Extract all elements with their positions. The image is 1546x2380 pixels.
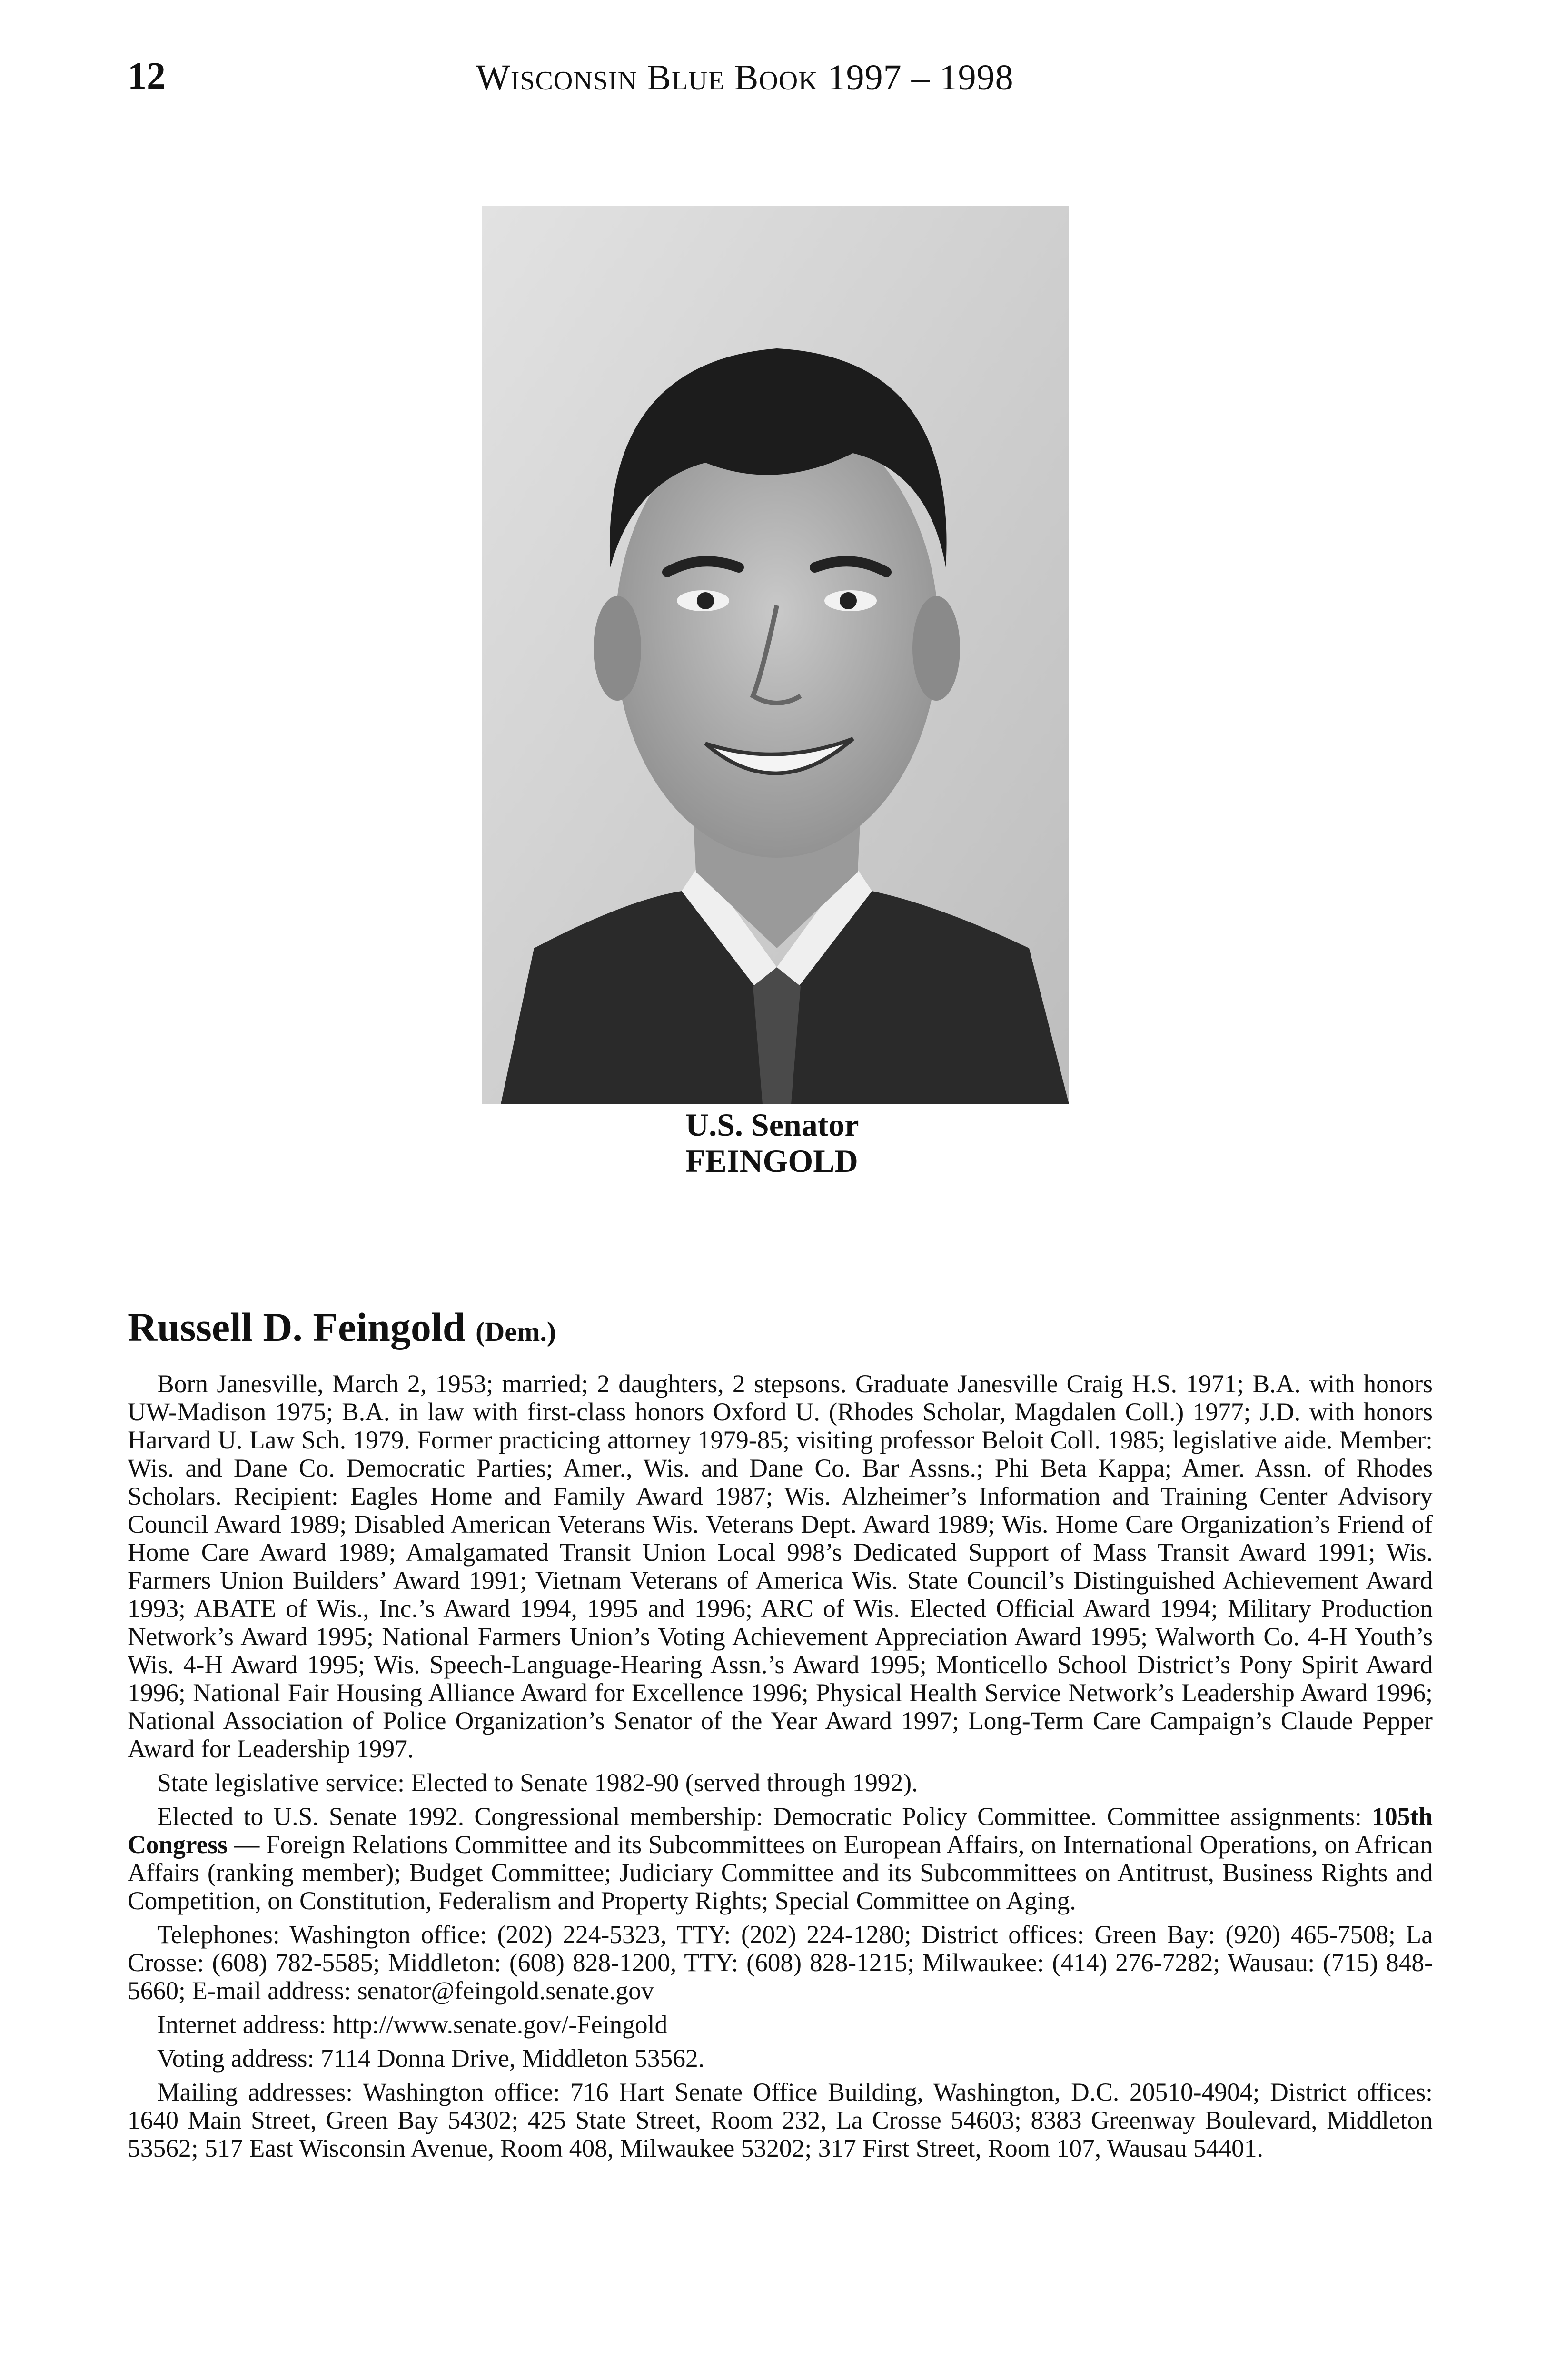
member-name-heading [128,1303,556,1351]
portrait-caption [685,1107,859,1179]
bio-internet-address: Internet address: http://www.senate.gov/-Feingold [157,2010,668,2039]
bio-voting-address: Voting address: 7114 Donna Drive, Middleton 53562. [157,2044,705,2073]
biography [128,1370,1433,2168]
bio-congressional-paragraph [128,1803,1433,1915]
bio-personal-paragraph: Born Janesville, March 2, 1953; married; 2 daughters, 2 stepsons. Graduate Janesville Craig H.S. 1971; B.A. with honors UW-Madison 1975; B.A. in law with first-class honors Oxford U. (Rhodes Scholar, Magdalen Coll.) 1977; J.D. with honors Harvard U. Law Sch. 1979. Former practicing attorney 1979-85; visiting professor Beloit Coll. 1985; legislative aide. Member: Wis. and Dane Co. Democratic Parties; Amer., Wis. and Dane Co. Bar Assns.; Phi Beta Kappa; Amer. Assn. of Rhodes Scholars. Recipient: Eagles Home and Family Award 1987; Wis. Alzheimer’s Information and Training Center Advisory Council Award 1989; Disabled American Veterans Wis. Veterans Dept. Award 1989; Wis. Home Care Organization’s Friend of Home Care Award 1989; Amalgamated Transit Union Local 998’s Dedicated Support of Mass Transit Award 1991; Wis. Farmers Union Builders’ Award 1991; Vietnam Veterans of America Wis. State Council’s Distinguished Achievement Award 1993; ABATE of Wis., Inc.’s Award 1994, 1995 and 1996; ARC of Wis. Elected Official Award 1994; Military Production Network’s Award 1995; National Farmers Union’s Voting Achievement Appreciation Award 1995; Walworth Co. 4-H Youth’s Wis. 4-H Award 1995; Wis. Speech-Language-Hearing Assn.’s Award 1995; Monticello School District’s Pony Spirit Award 1996; National Fair Housing Alliance Award for Excellence 1996; Physical Health Service Network’s Leadership Award 1996; National Association of Police Organization’s Senator of the Year Award 1997; Long-Term Care Campaign’s Claude Pepper Award for Leadership 1997. [128,1369,1433,1763]
bio-congress-label: 105th Congress [128,1802,1433,1859]
portrait-illustration [482,206,1069,1104]
running-head-b2: B [734,58,759,98]
senator-portrait-photo [482,206,1069,1104]
page-number: 12 [128,55,166,97]
running-head-w: W [476,58,511,98]
bio-mailing-addresses: Mailing addresses: Washington office: 716 Hart Senate Office Building, Washington, D.C. 20510-4904; District offices: 1640 Main Street, Green Bay 54302; 425 State Street, Room 232, La Crosse 54603; 8383 Greenway Boulevard, Middleton 53562; 517 East Wisconsin Avenue, Room 408, Milwaukee 53202; 317 First Street, Room 107, Wausau 54401. [128,2078,1433,2162]
caption-surname: FEINGOLD [685,1143,858,1179]
running-head [476,57,1014,99]
caption-title: U.S. Senator [685,1107,859,1143]
party-affiliation: (Dem.) [476,1316,556,1347]
running-head-isconsin: ISCONSIN [510,66,637,96]
bio-telephones: Telephones: Washington office: (202) 224-5323, TTY: (202) 224-1280; District offices: Green Bay: (920) 465-7508; La Crosse: (608) 782-5585; Middleton: (608) 828-1200, TTY: (608) 828-1215; Milwaukee: (414) 276-7282; Wausau: (715) 848-5660; E-mail address: senator@feingold.senate.gov [128,1920,1433,2005]
running-head-b: B [647,58,672,98]
running-head-years: 1997 – 1998 [827,58,1014,98]
member-name: Russell D. Feingold [128,1304,466,1350]
running-head-ook: OOK [759,66,818,96]
bio-legislative-service: State legislative service: Elected to Senate 1982-90 (served through 1992). [157,1768,918,1797]
running-head-lue: LUE [671,66,725,96]
bio-committee-list: — Foreign Relations Committee and its Subcommittees on European Affairs, on International Operations, on African Affairs (ranking member); Budget Committee; Judiciary Committee and its Subcommittees on Antitrust, Business Rights and Competition, on Constitution, Federalism and Property Rights; Special Committee on Aging. [128,1830,1433,1915]
bio-congress-intro: Elected to U.S. Senate 1992. Congressional membership: Democratic Policy Committee. Committee assignments: [157,1802,1362,1831]
